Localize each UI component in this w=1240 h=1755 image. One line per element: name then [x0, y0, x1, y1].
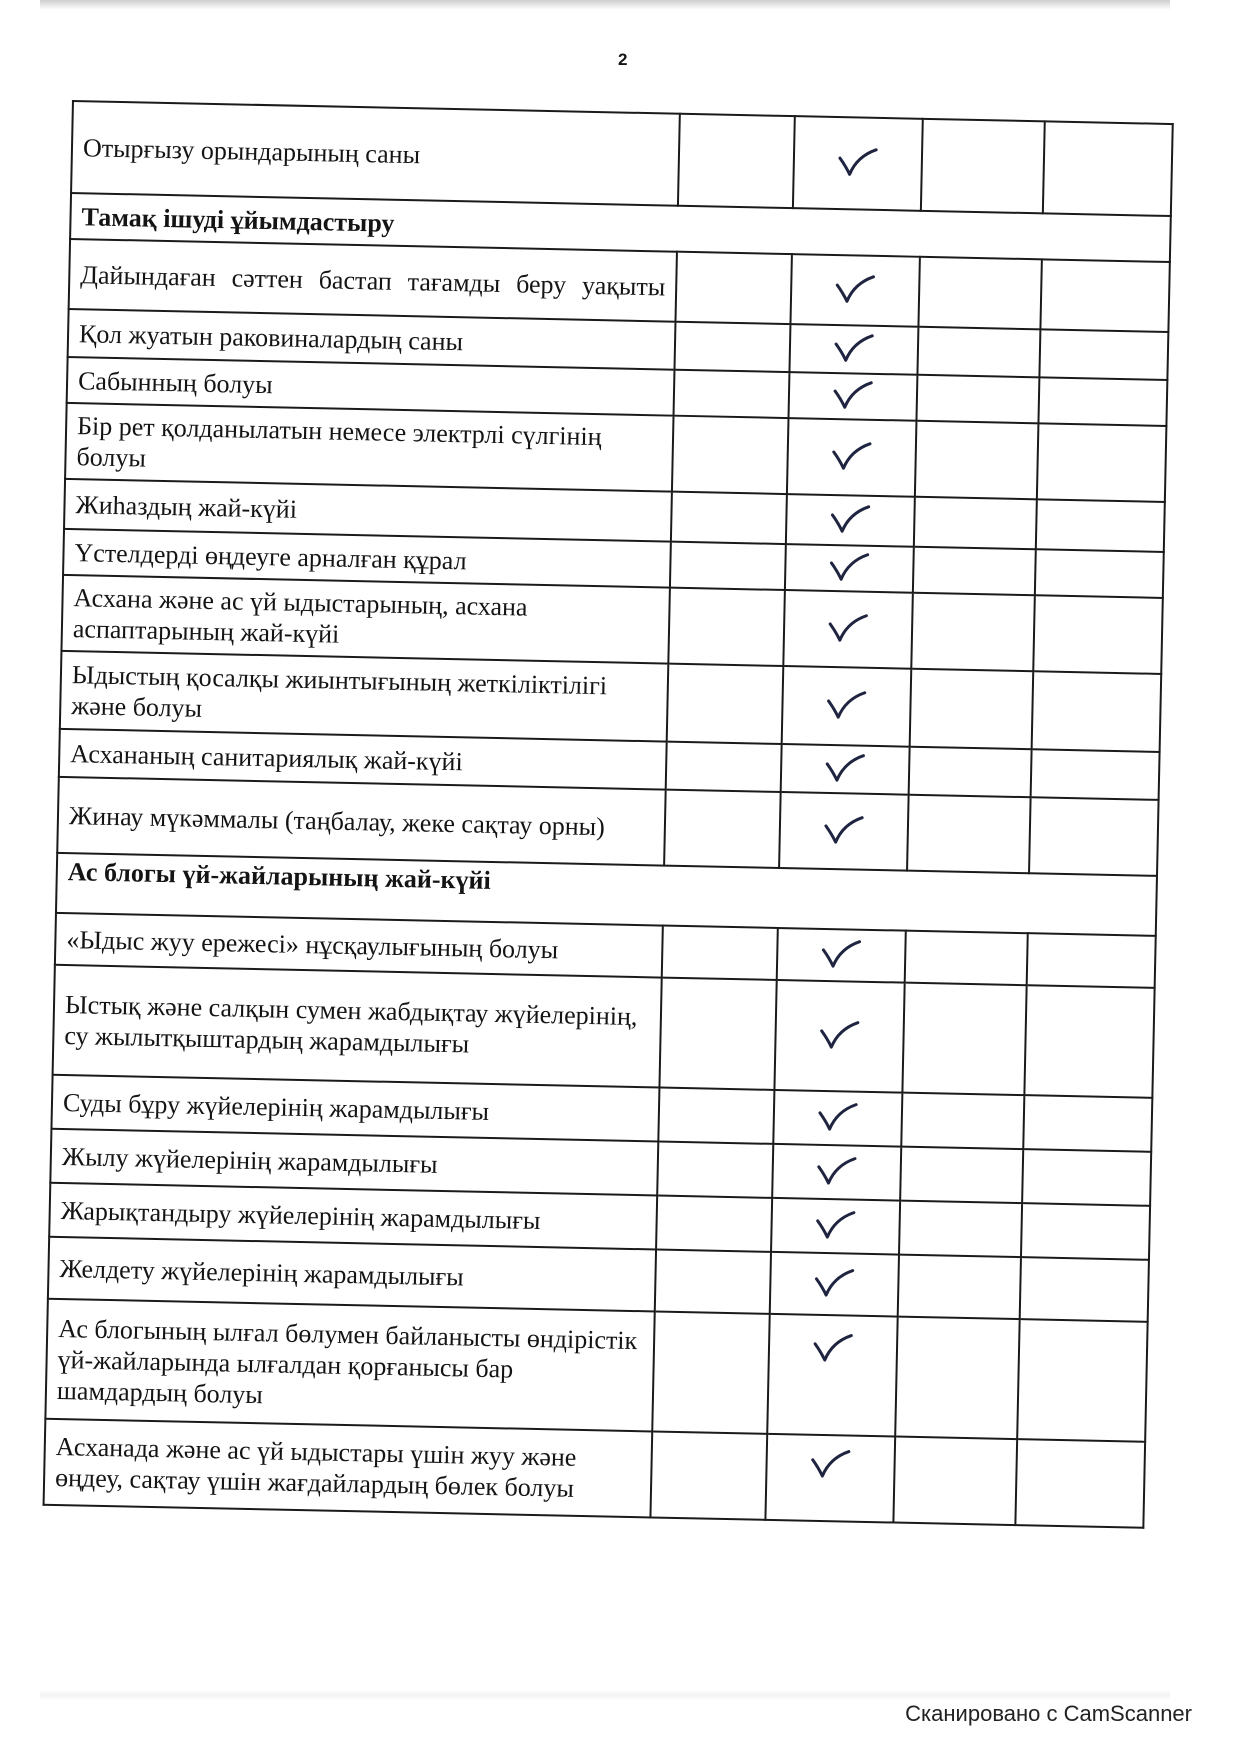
empty-cell [674, 322, 790, 372]
item-label-text: Дайындаған сәттен бастап тағамды беру уақыты [80, 259, 666, 301]
check-cell [781, 744, 910, 795]
item-label: Сабынның болуы [67, 357, 675, 416]
item-label: Жиһаздың жай-күйі [64, 479, 672, 542]
check-cell [774, 980, 904, 1093]
item-label: Ас блогының ылғал бөлумен байланысты өндірістік үй-жайларында ылғалдан қорғанысы бар шамдардың болуы [45, 1299, 654, 1432]
check-mark-icon [813, 1152, 860, 1187]
check-cell [771, 1198, 900, 1255]
check-mark-icon [835, 143, 882, 178]
check-cell [779, 792, 909, 871]
empty-cell [1043, 121, 1173, 216]
empty-cell [901, 1093, 1024, 1150]
check-cell [788, 372, 917, 421]
empty-cell [672, 416, 789, 494]
empty-cell [667, 664, 784, 744]
item-label: Үстелдерді өңдеуге арналған құрал [63, 529, 671, 588]
empty-cell [913, 547, 1036, 596]
check-mark-icon [825, 609, 872, 644]
checklist-sheet [43, 100, 1172, 1529]
empty-cell [910, 669, 1034, 750]
item-label: «Ыдыс жуу ережесі» нұсқаулығының болуы [55, 913, 663, 978]
item-label: Жылу жүйелерінің жарамдылығы [50, 1129, 658, 1196]
page-number: 2 [618, 50, 628, 69]
item-label: Отырғызу орындарының саны [71, 101, 680, 206]
item-label [69, 239, 677, 322]
empty-cell [1039, 329, 1168, 380]
check-mark-icon [815, 1098, 862, 1133]
check-cell [773, 1090, 902, 1147]
check-mark-icon [827, 500, 874, 535]
check-mark-icon [830, 376, 877, 411]
empty-cell [899, 1201, 1022, 1258]
empty-cell [902, 983, 1026, 1096]
item-label: Ыстық және салқын сумен жабдықтау жүйелерінің, су жылытқыштардың жарамдылығы [53, 965, 662, 1088]
empty-cell [666, 742, 782, 792]
check-cell [790, 254, 919, 327]
empty-cell [652, 1311, 769, 1433]
empty-cell [1036, 499, 1165, 552]
item-label: Ыдыстың қосалқы жиынтығының жеткіліктілігі және болуы [60, 651, 669, 742]
check-mark-icon [816, 1016, 863, 1051]
empty-cell [1029, 797, 1159, 876]
empty-cell [917, 327, 1040, 378]
empty-cell [664, 790, 781, 868]
empty-cell [650, 1431, 767, 1519]
check-cell [772, 1144, 901, 1201]
empty-cell [1021, 1203, 1150, 1260]
item-label: Жарықтандыру жүйелерінің жарамдылығы [49, 1183, 657, 1250]
scanner-watermark: Сканировано с CamScanner [905, 1701, 1192, 1726]
empty-cell [659, 978, 776, 1090]
empty-cell [909, 747, 1032, 798]
empty-cell [1040, 259, 1169, 332]
empty-cell [916, 375, 1039, 424]
empty-cell [1027, 933, 1156, 988]
empty-cell [915, 421, 1039, 500]
check-cell [782, 666, 912, 747]
empty-cell [1032, 671, 1162, 752]
item-label: Асхана және ас үй ыдыстарының, асхана аспаптарының жай-күйі [61, 575, 669, 664]
empty-cell [668, 588, 785, 666]
empty-cell [907, 795, 1031, 874]
item-label: Жинау мүкәммалы (таңбалау, жеке сақтау орны) [57, 777, 665, 866]
item-label: Бір рет қолданылатын немесе электрлі сүлгінің болуы [65, 403, 673, 492]
empty-cell [657, 1142, 773, 1198]
check-mark-icon [818, 935, 865, 970]
empty-cell [1023, 1095, 1152, 1152]
item-label: Асханада және ас үй ыдыстары үшін жуу және өңдеу, сақтау үшін жағдайлардың бөлек болуы [44, 1419, 653, 1518]
item-label: Суды бұру жүйелерінің жарамдылығы [51, 1075, 659, 1142]
item-label: Қол жуатын раковиналардың саны [68, 309, 676, 370]
check-mark-icon [823, 686, 870, 721]
check-mark-icon [831, 329, 878, 364]
check-cell [789, 324, 918, 375]
empty-cell [905, 931, 1028, 986]
empty-cell [1037, 423, 1167, 502]
check-mark-icon [828, 437, 875, 472]
check-cell [786, 494, 915, 547]
empty-cell [1024, 985, 1154, 1098]
empty-cell [656, 1195, 772, 1251]
section-heading: Тамақ ішуді ұйымдастыру [70, 193, 1171, 262]
empty-cell [895, 1317, 1019, 1440]
section-heading: Ас блогы үй-жайларының жай-күйі [56, 853, 1157, 936]
scan-bottom-smudge [40, 1690, 1170, 1700]
empty-cell [1033, 595, 1163, 674]
empty-cell [1022, 1149, 1151, 1206]
check-mark-icon [821, 811, 868, 846]
check-mark-icon [807, 1446, 854, 1481]
empty-cell [675, 252, 791, 324]
empty-cell [900, 1147, 1023, 1204]
empty-cell [1038, 377, 1167, 426]
empty-cell [1017, 1319, 1147, 1442]
check-cell [793, 116, 923, 211]
check-cell [770, 1252, 899, 1317]
check-mark-icon [811, 1264, 858, 1299]
empty-cell [914, 497, 1037, 550]
empty-cell [893, 1437, 1017, 1526]
check-mark-icon [826, 548, 873, 583]
check-mark-icon [832, 270, 879, 305]
empty-cell [655, 1249, 771, 1313]
empty-cell [918, 257, 1041, 330]
check-cell [785, 544, 914, 593]
table-row [45, 1299, 1147, 1442]
empty-cell [911, 593, 1035, 672]
check-cell [777, 928, 906, 983]
item-label: Асхананың санитариялық жай-күйі [59, 729, 667, 790]
empty-cell [921, 119, 1045, 214]
empty-cell [671, 492, 787, 544]
empty-cell [898, 1255, 1021, 1320]
empty-cell [678, 114, 795, 208]
scan-top-edge [40, 0, 1170, 10]
empty-cell [670, 542, 786, 590]
check-mark-icon [822, 749, 869, 784]
check-mark-icon [810, 1330, 857, 1365]
check-cell [787, 418, 917, 497]
empty-cell [662, 926, 778, 980]
empty-cell [1035, 549, 1164, 598]
check-cell [765, 1434, 895, 1523]
empty-cell [1020, 1257, 1149, 1322]
checklist-table [43, 100, 1174, 1529]
check-cell [767, 1314, 897, 1437]
check-cell [783, 590, 913, 669]
item-label: Желдету жүйелерінің жарамдылығы [48, 1237, 656, 1312]
empty-cell [1031, 749, 1160, 800]
empty-cell [674, 370, 790, 418]
empty-cell [1015, 1439, 1145, 1528]
empty-cell [658, 1088, 774, 1144]
check-mark-icon [812, 1206, 859, 1241]
